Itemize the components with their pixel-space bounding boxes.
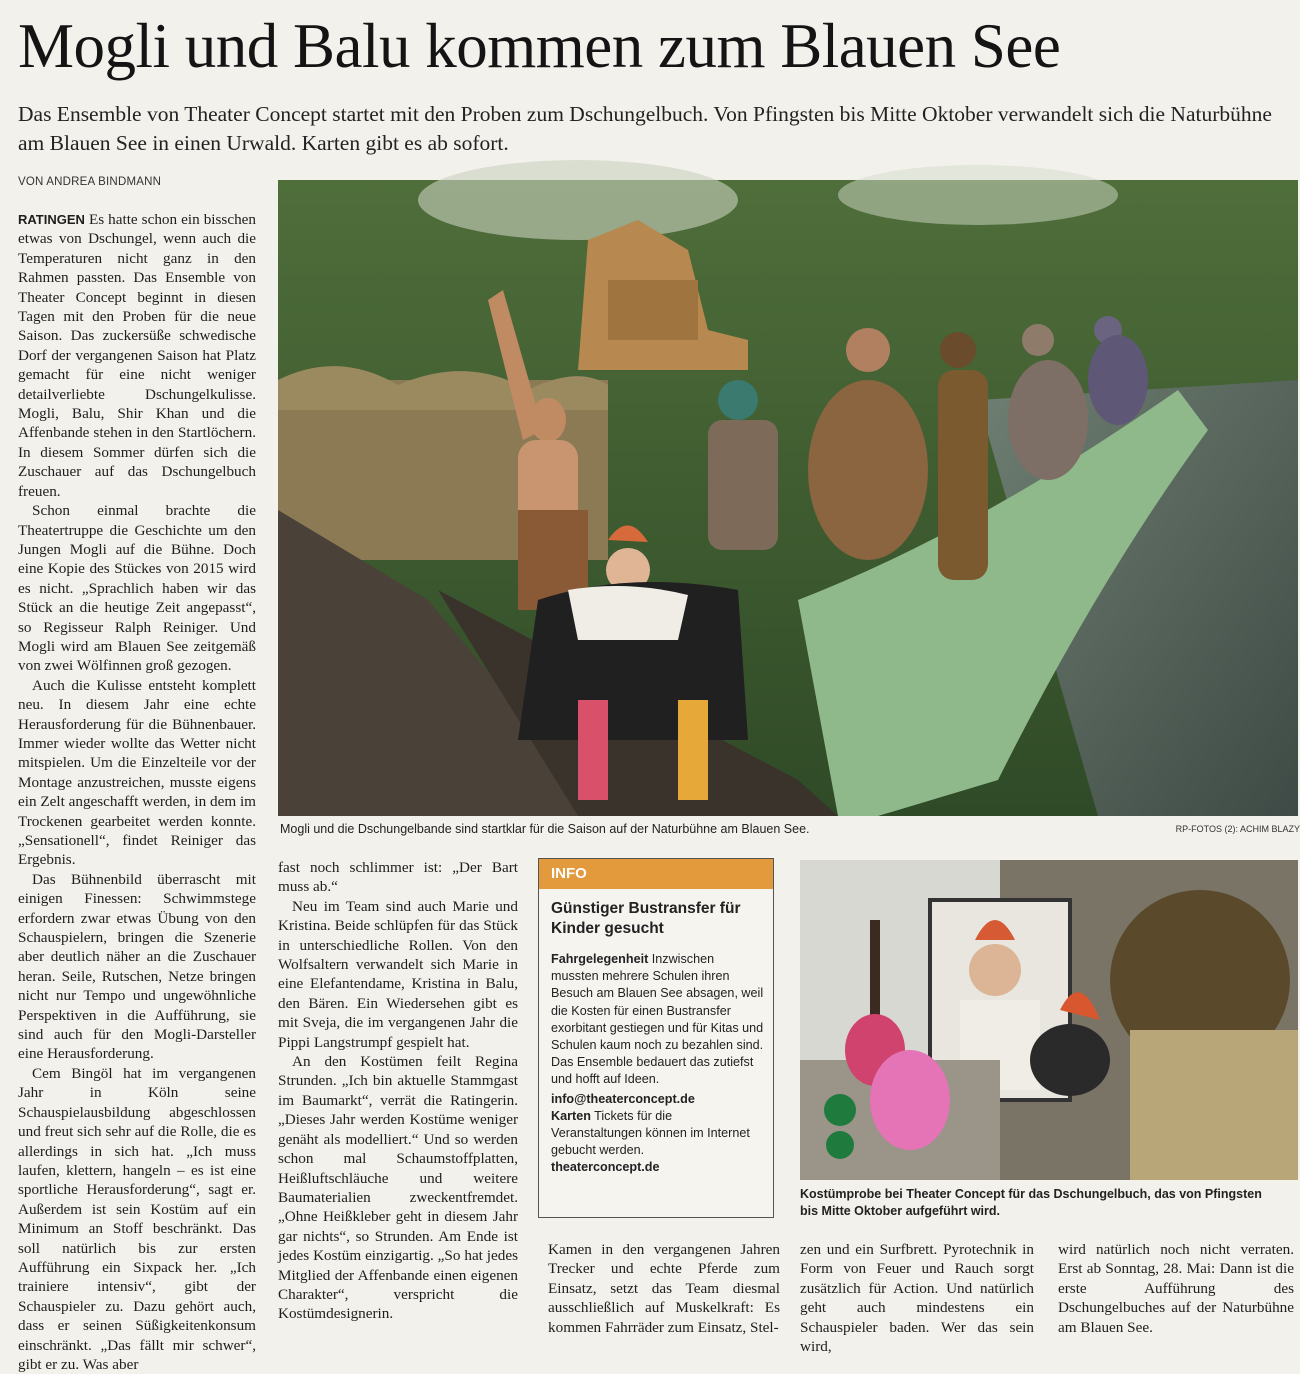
second-photo-caption: Kostümprobe bei Theater Concept für das Dschungelbuch, das von Pfingsten bis Mitte Oktober aufgeführt wird.: [800, 1187, 1262, 1218]
text-column-1: [18, 210, 256, 1373]
body-paragraph: RATINGEN Es hatte schon ein bisschen etwas von Dschungel, wenn auch die Temperaturen nicht ganz in den Rahmen passten. Das Ensemble von Theater Concept beginnt in diesen Tagen mit den Proben für die neue Saison. Das zuckersüße schwedische Dorf der vergangenen Saison hat Platz gemacht für eine nicht weniger detailverliebte Dschungelkulisse. Mogli, Balu, Shir Khan und die Affenbande stehen in den Startlöchern. In diesem Sommer dürfen sich die Zuschauer auf das Dschungelbuch freuen.: [18, 211, 256, 500]
info-url[interactable]: theaterconcept.de: [551, 1160, 660, 1175]
body-paragraph: Cem Bingöl hat im vergangenen Jahr in Köln seine Schauspielausbildung abgeschlossen und freut sich sehr auf die Rolle, die es allerdings in sich hat. „Ich muss laufen, klettern, hangeln – es ist eine sportliche Herausforderung“, sagt er. Außerdem ist sein Kostüm auf ein Minimum an Stoff beschränkt. Das soll natürlich bis zur ersten Aufführung ein Sixpack her. „Ich trainiere intensiv“, gibt der Schauspieler zu. Dazu gehört auch, dass er seinen Süßigkeitenkonsum einschränkt. „Das fällt mir schwer“, gibt er zu. Was aber: [18, 1064, 256, 1373]
body-paragraph: Schon einmal brachte die Theatertruppe die Geschichte um den Jungen Mogli auf die Bühne. Doch eine Kopie des Stückes von 2015 wird es nicht. „Sprachlich haben wir das Stück an die heutige Zeit angepasst“, so Regisseur Ralph Reiniger. Und Mogli wird am Blauen See zeitgemäß von zwei Wölfinnen groß gezogen.: [18, 502, 256, 675]
text-column-2: [278, 858, 518, 1338]
info-title: Günstiger Bustransfer für Kinder gesucht: [551, 900, 741, 937]
text-column-5: [1058, 1240, 1294, 1338]
body-paragraph: An den Kostümen feilt Regina Strunden. „Ich bin aktuelle Stammgast im Baumarkt“, verrät die Ratingerin. „Dieses Jahr werden Kostüme weniger genäht als modelliert.“ Und so werden schon mal Schaumstoffplatten, Heißluftschläuche und weitere Baumaterialien zweckentfremdet. „Ohne Heißkleber geht in diesem Jahr gar nichts“, so Strunden. Am Ende ist jedes Kostüm einzigartig. „So hat jedes Mitglied der Affenbande einen eigenen Charakter“, verspricht die Kostümdesignerin.: [278, 1053, 518, 1323]
text-column-3: [548, 1240, 780, 1338]
info-email[interactable]: info@theaterconcept.de: [551, 1091, 695, 1106]
body-paragraph: Neu im Team sind auch Marie und Kristina. Beide schlüpfen für das Stück in unterschiedliche Rollen. Von den Wolfsaltern verwandelt sich Marie in eine Elefantendame, Kristina in Balu, den Bären. Ein Wiedersehen gibt es mit Sveja, die im vergangenen Jahr die Pippi Langstrumpf gespielt hat.: [278, 897, 518, 1051]
info-box: [538, 858, 774, 1218]
lead-paragraph: Das Ensemble von Theater Concept startet mit den Proben zum Dschungelbuch. Von Pfingsten bis Mitte Oktober verwandelt sich die Naturbühne am Blauen See in einen Urwald. Karten gibt es ab sofort.: [18, 102, 1272, 155]
main-photo: [278, 180, 1298, 816]
second-photo: [800, 860, 1298, 1180]
body-paragraph: fast noch schlimmer ist: „Der Bart muss ab.“: [278, 859, 518, 896]
headline: Mogli und Balu kommen zum Blauen See: [18, 11, 1061, 81]
body-paragraph: wird natürlich noch nicht verraten. Erst ab Sonntag, 28. Mai: Dann ist die erste Aufführung des Dschungelbuches auf der Naturbühne am Blauen See.: [1058, 1241, 1294, 1336]
second-photo-illustration: [800, 860, 1298, 1180]
body-paragraph: Auch die Kulisse entsteht komplett neu. In diesem Jahr eine echte Herausforderung für die Bühnenbauer. Immer wieder wollte das Wetter nicht mitspielen. Um die Einzelteile vor der Montage anzustreichen, musste eigens ein Zelt angeschafft werden, in dem im Trockenen gearbeitet werden konnte. „Sensationell“, findet Reiniger das Ergebnis.: [18, 676, 256, 869]
byline: VON ANDREA BINDMANN: [18, 176, 162, 188]
text-column-4: [800, 1240, 1034, 1356]
photo-credit: RP-FOTOS (2): ACHIM BLAZY: [1175, 824, 1300, 834]
body-paragraph: zen und ein Surfbrett. Pyrotechnik in Form von Feuer und Rauch sorgt zusätzlich für Action. Und natürlich geht auch mindestens ein Schauspieler baden. Wer das sein wird,: [800, 1241, 1034, 1356]
info-tag: INFO: [539, 859, 773, 889]
main-photo-caption: Mogli und die Dschungelbande sind startklar für die Saison auf der Naturbühne am Blauen See.: [280, 822, 810, 836]
info-paragraph-2: Karten Tickets für die Veranstaltungen können im Internet gebucht werden.: [551, 1108, 750, 1158]
dateline: RATINGEN: [18, 212, 85, 227]
main-photo-illustration: [278, 180, 1298, 816]
body-paragraph: Das Bühnenbild überrascht mit einigen Finessen: Schwimmstege erfordern zwar etwas Übung von den Schauspielern, bringen die Szenerie aber deutlich näher an die Zuschauer heran. Seile, Rutschen, Netze bringen nicht nur Tempo und ungewöhnliche Perspektiven in die Aufführung, sie sind auch für den Mogli-Darsteller eine Herausforderung.: [18, 870, 256, 1063]
info-body: [551, 951, 765, 1177]
body-paragraph: Kamen in den vergangenen Jahren Trecker und echte Pferde zum Einsatz, setzt das Team diesmal ausschließlich auf Muskelkraft: Es kommen Fahrräder zum Einsatz, Stel-: [548, 1241, 780, 1336]
info-paragraph-1: Fahrgelegenheit Inzwischen mussten mehrere Schulen ihren Besuch am Blauen See absagen, weil die Kosten für einen Bustransfer exorbitant gestiegen und für Kitas und Schulen kaum noch zu bezahlen sind. Das Ensemble bedauert das zutiefst und hofft auf Ideen.: [551, 952, 764, 1087]
